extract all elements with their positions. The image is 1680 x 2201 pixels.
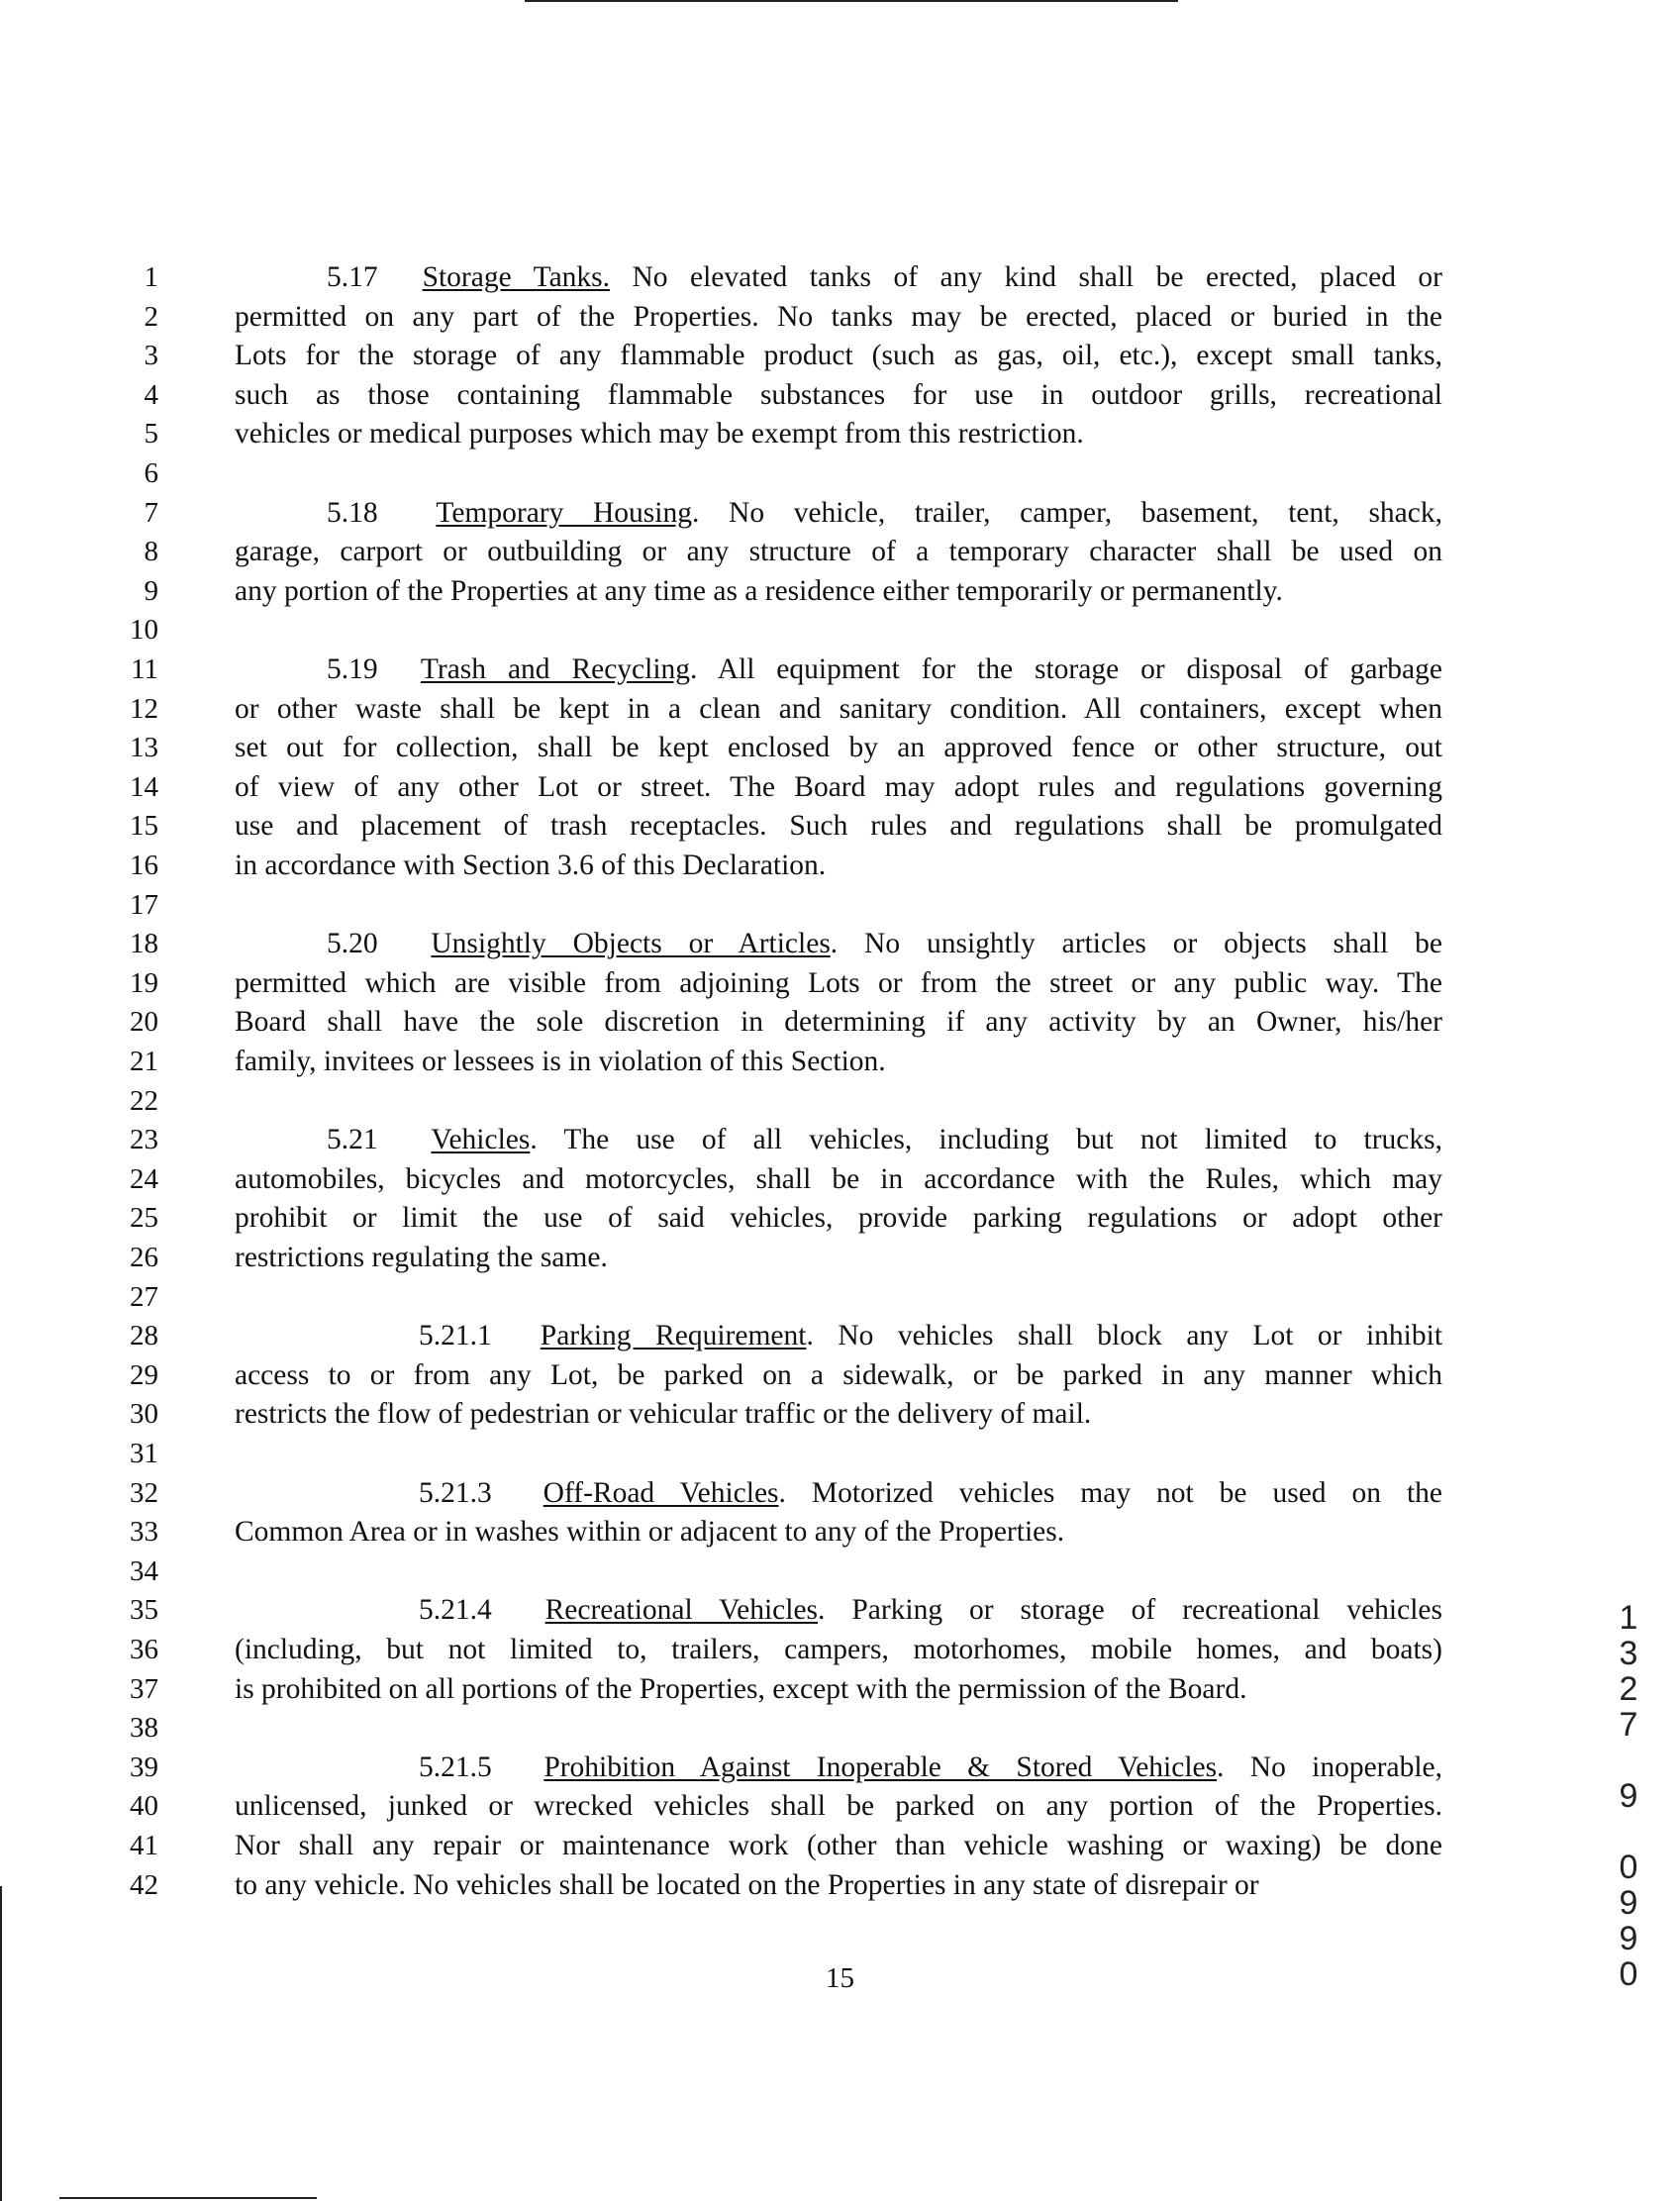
section-heading: Parking Requirement xyxy=(540,1320,807,1351)
section-heading: Unsightly Objects or Articles xyxy=(431,928,831,959)
line-number: 15 xyxy=(130,810,158,842)
section-text: . No vehicle, trailer, camper, basement, tent, shack, xyxy=(692,497,1442,529)
line-number: 21 xyxy=(130,1046,158,1077)
section-text xyxy=(378,928,432,959)
text-line: garage, carport or outbuilding or any structure of a temporary character shall be used on xyxy=(235,536,1442,567)
section-heading: Vehicles xyxy=(431,1124,531,1155)
line-number: 3 xyxy=(144,340,158,371)
section-number: 5.21.3 xyxy=(419,1477,492,1509)
text-line xyxy=(419,1749,1442,1787)
section-text xyxy=(492,1320,541,1351)
section-number: 5.20 xyxy=(327,928,378,959)
section-text xyxy=(492,1594,545,1626)
section-number: 5.19 xyxy=(327,653,378,685)
line-number: 26 xyxy=(130,1242,158,1273)
section-text xyxy=(378,497,437,529)
page-number: 15 xyxy=(826,1962,854,1994)
text-line: access to or from any Lot, be parked on a sidewalk, or be parked in any manner which xyxy=(235,1359,1442,1391)
line-number: 8 xyxy=(144,536,158,567)
line-number: 18 xyxy=(130,928,158,959)
line-number: 33 xyxy=(130,1516,158,1548)
text-line xyxy=(327,258,1442,297)
text-line: such as those containing flammable substances for use in outdoor grills, recreational xyxy=(235,379,1442,411)
top-edge-line xyxy=(525,0,1178,2)
text-line xyxy=(419,1591,1442,1630)
text-line xyxy=(327,650,1442,689)
side-recording-stamp: 1327 9 0990 xyxy=(1610,1599,1647,1991)
line-number: 37 xyxy=(130,1673,158,1705)
text-line: of view of any other Lot or street. The Board may adopt rules and regulations governing xyxy=(235,771,1442,803)
section-heading: Prohibition Against Inoperable & Stored Vehicles xyxy=(544,1751,1218,1783)
text-line: automobiles, bicycles and motorcycles, shall be in accordance with the Rules, which may xyxy=(235,1163,1442,1195)
text-line: Common Area or in washes within or adjacent to any of the Properties. xyxy=(235,1516,1065,1548)
line-number: 1 xyxy=(144,261,158,293)
text-line: any portion of the Properties at any time as a residence either temporarily or permanently. xyxy=(235,575,1283,607)
text-line: Lots for the storage of any flammable product (such as gas, oil, etc.), except small tanks, xyxy=(235,340,1442,371)
line-number: 5 xyxy=(144,418,158,450)
line-number: 12 xyxy=(130,693,158,725)
section-number: 5.21.1 xyxy=(419,1320,492,1351)
line-number: 16 xyxy=(130,850,158,881)
text-line: permitted which are visible from adjoining Lots or from the street or any public way. The xyxy=(235,967,1442,999)
section-number: 5.21.5 xyxy=(419,1751,492,1783)
text-line: to any vehicle. No vehicles shall be located on the Properties in any state of disrepair or xyxy=(235,1869,1259,1901)
section-text: . The use of all vehicles, including but not limited to trucks, xyxy=(530,1124,1442,1155)
section-text: . All equipment for the storage or disposal of garbage xyxy=(690,653,1442,685)
section-text xyxy=(492,1477,544,1509)
line-number: 13 xyxy=(130,732,158,763)
line-number: 22 xyxy=(130,1085,158,1117)
line-number: 19 xyxy=(130,967,158,999)
text-line: restrictions regulating the same. xyxy=(235,1242,608,1273)
section-text xyxy=(492,1751,544,1783)
line-number: 40 xyxy=(130,1790,158,1822)
text-line xyxy=(327,925,1442,963)
text-line: Board shall have the sole discretion in determining if any activity by an Owner, his/her xyxy=(235,1006,1442,1038)
line-number: 25 xyxy=(130,1202,158,1234)
bottom-edge-line xyxy=(59,2197,317,2199)
section-number: 5.18 xyxy=(327,497,378,529)
line-number: 17 xyxy=(130,889,158,921)
line-number: 41 xyxy=(130,1830,158,1861)
section-number: 5.21.4 xyxy=(419,1594,492,1626)
left-edge-line xyxy=(0,1886,2,2201)
text-line xyxy=(327,1121,1442,1159)
text-line xyxy=(419,1317,1442,1355)
text-line: is prohibited on all portions of the Properties, except with the permission of the Board. xyxy=(235,1673,1247,1705)
line-number: 9 xyxy=(144,575,158,607)
section-text xyxy=(378,1124,432,1155)
text-line: use and placement of trash receptacles. Such rules and regulations shall be promulgated xyxy=(235,810,1442,842)
text-line: or other waste shall be kept in a clean and sanitary condition. All containers, except when xyxy=(235,693,1442,725)
line-number: 27 xyxy=(130,1281,158,1313)
text-line xyxy=(327,494,1442,533)
line-number: 35 xyxy=(130,1594,158,1626)
section-text: . No unsightly articles or objects shall be xyxy=(830,928,1442,959)
line-number: 30 xyxy=(130,1398,158,1430)
line-number: 6 xyxy=(144,457,158,489)
section-heading: Trash and Recycling xyxy=(420,653,691,685)
line-number: 32 xyxy=(130,1477,158,1509)
section-number: 5.17 xyxy=(327,261,378,293)
line-number: 34 xyxy=(130,1555,158,1587)
section-text: No elevated tanks of any kind shall be erected, placed or xyxy=(610,261,1442,293)
text-line: family, invitees or lessees is in violation of this Section. xyxy=(235,1046,886,1077)
section-heading: Off-Road Vehicles xyxy=(543,1477,779,1509)
line-number: 24 xyxy=(130,1163,158,1195)
line-number: 4 xyxy=(144,379,158,411)
line-number: 42 xyxy=(130,1869,158,1901)
line-number: 2 xyxy=(144,301,158,333)
text-line: Nor shall any repair or maintenance work (other than vehicle washing or waxing) be done xyxy=(235,1830,1442,1861)
line-number: 39 xyxy=(130,1751,158,1783)
section-text: . No vehicles shall block any Lot or inhibit xyxy=(806,1320,1443,1351)
text-line: unlicensed, junked or wrecked vehicles shall be parked on any portion of the Properties. xyxy=(235,1790,1442,1822)
section-text xyxy=(378,261,423,293)
text-line: restricts the flow of pedestrian or vehicular traffic or the delivery of mail. xyxy=(235,1398,1092,1430)
text-line: in accordance with Section 3.6 of this Declaration. xyxy=(235,850,827,881)
line-number: 14 xyxy=(130,771,158,803)
section-heading: Storage Tanks. xyxy=(422,261,611,293)
section-heading: Temporary Housing xyxy=(436,497,692,529)
line-number: 10 xyxy=(130,614,158,646)
line-number: 20 xyxy=(130,1006,158,1038)
text-line xyxy=(419,1474,1442,1513)
text-line: prohibit or limit the use of said vehicles, provide parking regulations or adopt other xyxy=(235,1202,1442,1234)
line-number: 38 xyxy=(130,1712,158,1744)
line-number: 29 xyxy=(130,1359,158,1391)
section-text: . Parking or storage of recreational vehicles xyxy=(818,1594,1442,1626)
line-number: 7 xyxy=(144,497,158,529)
section-text xyxy=(378,653,421,685)
line-number: 23 xyxy=(130,1124,158,1155)
text-line: (including, but not limited to, trailers, campers, motorhomes, mobile homes, and boats) xyxy=(235,1634,1442,1665)
text-line: vehicles or medical purposes which may be exempt from this restriction. xyxy=(235,418,1084,450)
section-heading: Recreational Vehicles xyxy=(544,1594,819,1626)
section-text: . Motorized vehicles may not be used on the xyxy=(778,1477,1442,1509)
text-line: set out for collection, shall be kept enclosed by an approved fence or other structure, out xyxy=(235,732,1442,763)
section-number: 5.21 xyxy=(327,1124,378,1155)
section-text: . No inoperable, xyxy=(1217,1751,1442,1783)
line-number: 31 xyxy=(130,1438,158,1469)
line-number: 11 xyxy=(131,653,158,685)
line-number: 28 xyxy=(130,1320,158,1351)
line-number: 36 xyxy=(130,1634,158,1665)
text-line: permitted on any part of the Properties. No tanks may be erected, placed or buried in the xyxy=(235,301,1442,333)
